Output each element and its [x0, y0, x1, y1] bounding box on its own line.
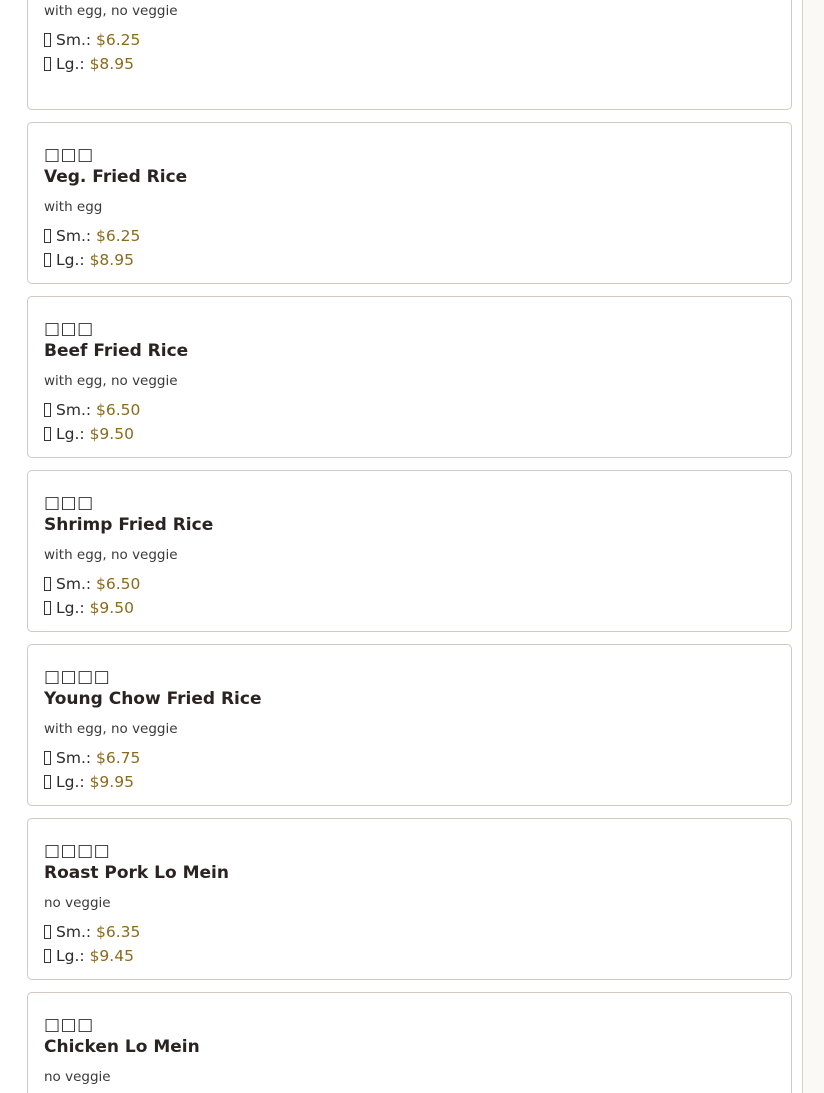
missing-glyph-icon	[44, 403, 51, 417]
price-large	[44, 598, 775, 618]
price-large	[44, 424, 775, 444]
missing-glyph-icon	[44, 751, 51, 765]
price-value: $9.45	[89, 947, 134, 965]
menu-item-card[interactable]	[27, 296, 792, 458]
missing-glyph-icon	[44, 577, 51, 591]
price-small	[44, 748, 775, 768]
menu-item-card[interactable]	[27, 644, 792, 806]
price-value: $6.50	[96, 401, 141, 419]
missing-glyph-icon	[44, 33, 51, 47]
dish-description: with egg, no veggie	[44, 373, 178, 389]
price-value: $9.50	[89, 599, 134, 617]
price-large	[44, 946, 775, 966]
price-label: Lg.:	[56, 599, 85, 617]
dish-chinese-name: □□□	[44, 1015, 94, 1035]
missing-glyph-icon	[44, 925, 51, 939]
price-value: $9.50	[89, 425, 134, 443]
price-small	[44, 30, 775, 50]
price-label: Lg.:	[56, 773, 85, 791]
missing-glyph-icon	[44, 57, 51, 71]
dish-name: Veg. Fried Rice	[44, 167, 188, 187]
menu-item-card[interactable]	[27, 992, 792, 1093]
dish-description: with egg	[44, 199, 103, 215]
missing-glyph-icon	[44, 229, 51, 243]
price-value: $6.35	[96, 923, 141, 941]
dish-chinese-name: □□□□	[44, 667, 111, 687]
dish-description: with egg, no veggie	[44, 721, 178, 737]
menu-item-card[interactable]	[27, 0, 792, 110]
price-large	[44, 772, 775, 792]
price-label: Sm.:	[56, 227, 92, 245]
dish-chinese-name: □□□	[44, 493, 94, 513]
price-small	[44, 574, 775, 594]
price-large	[44, 54, 775, 74]
dish-name: Chicken Lo Mein	[44, 1037, 200, 1057]
menu-list	[27, 0, 792, 1093]
price-value: $6.75	[96, 749, 141, 767]
price-label: Sm.:	[56, 749, 92, 767]
price-label: Sm.:	[56, 401, 92, 419]
dish-chinese-name: □□□	[44, 319, 94, 339]
price-label: Lg.:	[56, 55, 85, 73]
missing-glyph-icon	[44, 949, 51, 963]
missing-glyph-icon	[44, 775, 51, 789]
price-label: Lg.:	[56, 251, 85, 269]
dish-description: with egg, no veggie	[44, 547, 178, 563]
missing-glyph-icon	[44, 253, 51, 267]
price-small	[44, 922, 775, 942]
price-small	[44, 400, 775, 420]
price-value: $8.95	[89, 251, 134, 269]
price-label: Sm.:	[56, 31, 92, 49]
price-small	[44, 226, 775, 246]
missing-glyph-icon	[44, 427, 51, 441]
price-value: $6.25	[96, 227, 141, 245]
dish-name: Shrimp Fried Rice	[44, 515, 214, 535]
dish-description: no veggie	[44, 1069, 111, 1085]
price-label: Sm.:	[56, 923, 92, 941]
price-value: $9.95	[89, 773, 134, 791]
price-label: Sm.:	[56, 575, 92, 593]
price-label: Lg.:	[56, 947, 85, 965]
dish-name: Beef Fried Rice	[44, 341, 189, 361]
dish-description: with egg, no veggie	[44, 3, 178, 19]
dish-chinese-name: □□□□	[44, 841, 111, 861]
price-label: Lg.:	[56, 425, 85, 443]
price-large	[44, 250, 775, 270]
missing-glyph-icon	[44, 601, 51, 615]
dish-name: Roast Pork Lo Mein	[44, 863, 229, 883]
menu-item-card[interactable]	[27, 818, 792, 980]
price-value: $8.95	[89, 55, 134, 73]
dish-chinese-name: □□□	[44, 145, 94, 165]
menu-item-card[interactable]	[27, 122, 792, 284]
price-value: $6.50	[96, 575, 141, 593]
price-value: $6.25	[96, 31, 141, 49]
menu-item-card[interactable]	[27, 470, 792, 632]
dish-description: no veggie	[44, 895, 111, 911]
dish-name: Young Chow Fried Rice	[44, 689, 262, 709]
